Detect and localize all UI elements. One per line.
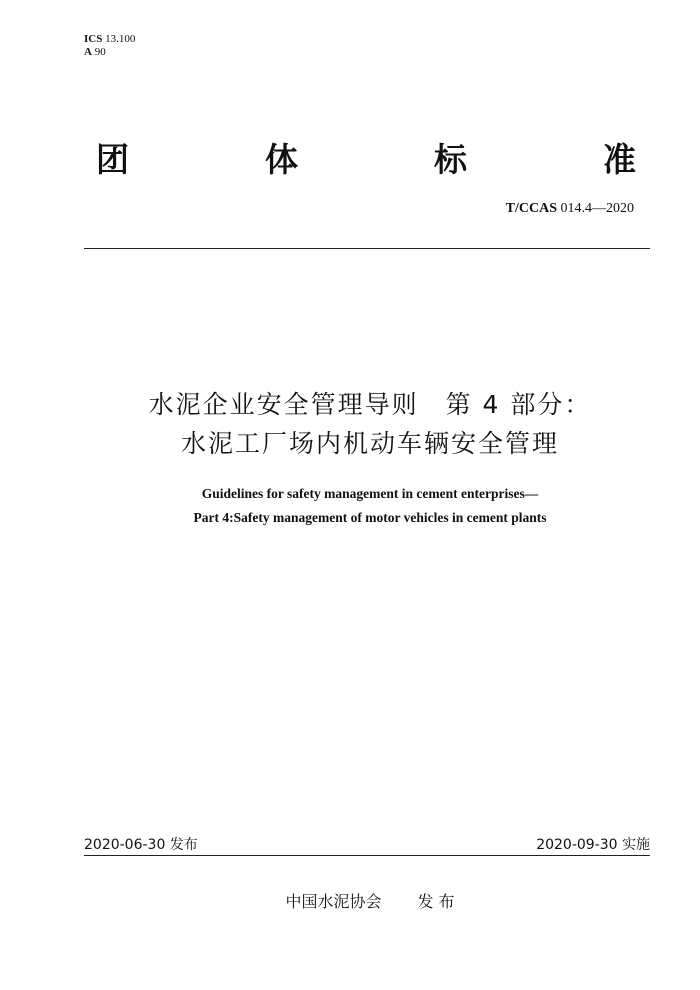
ics-code — [84, 33, 135, 46]
standard-type-heading — [96, 134, 636, 179]
english-title-line-2: Part 4:Safety management of motor vehicles in cement plants — [193, 510, 547, 525]
publish-date: 2020-06-30 发布 — [84, 837, 198, 853]
ccs-code — [84, 46, 106, 59]
ics-value: 13.100 — [105, 33, 136, 45]
chinese-title-line-1: 水泥企业安全管理导则 第 4 部分： — [148, 390, 592, 419]
ics-label: ICS — [84, 33, 103, 45]
ccs-value: 90 — [94, 46, 106, 58]
chinese-title-line-2: 水泥工厂场内机动车辆安全管理 — [180, 429, 559, 458]
standard-number-value: 014.4—2020 — [560, 201, 634, 216]
standard-type-char: 标 — [434, 140, 467, 179]
english-title-line-1: Guidelines for safety management in cement enterprises— — [201, 486, 539, 501]
issuer-organization: 中国水泥协会 — [285, 892, 382, 911]
standard-type-char: 准 — [603, 140, 636, 179]
ccs-label: A — [84, 46, 92, 58]
standard-number-prefix: T/CCAS — [505, 201, 557, 216]
implement-date: 2020-09-30 实施 — [536, 837, 650, 853]
header-divider — [84, 248, 650, 249]
issuer-action: 发 布 — [417, 892, 455, 911]
issuer-line — [0, 889, 700, 912]
footer-divider — [84, 855, 650, 856]
standard-type-char: 团 — [96, 140, 129, 179]
standard-type-char: 体 — [265, 140, 298, 179]
standard-number — [506, 201, 634, 217]
